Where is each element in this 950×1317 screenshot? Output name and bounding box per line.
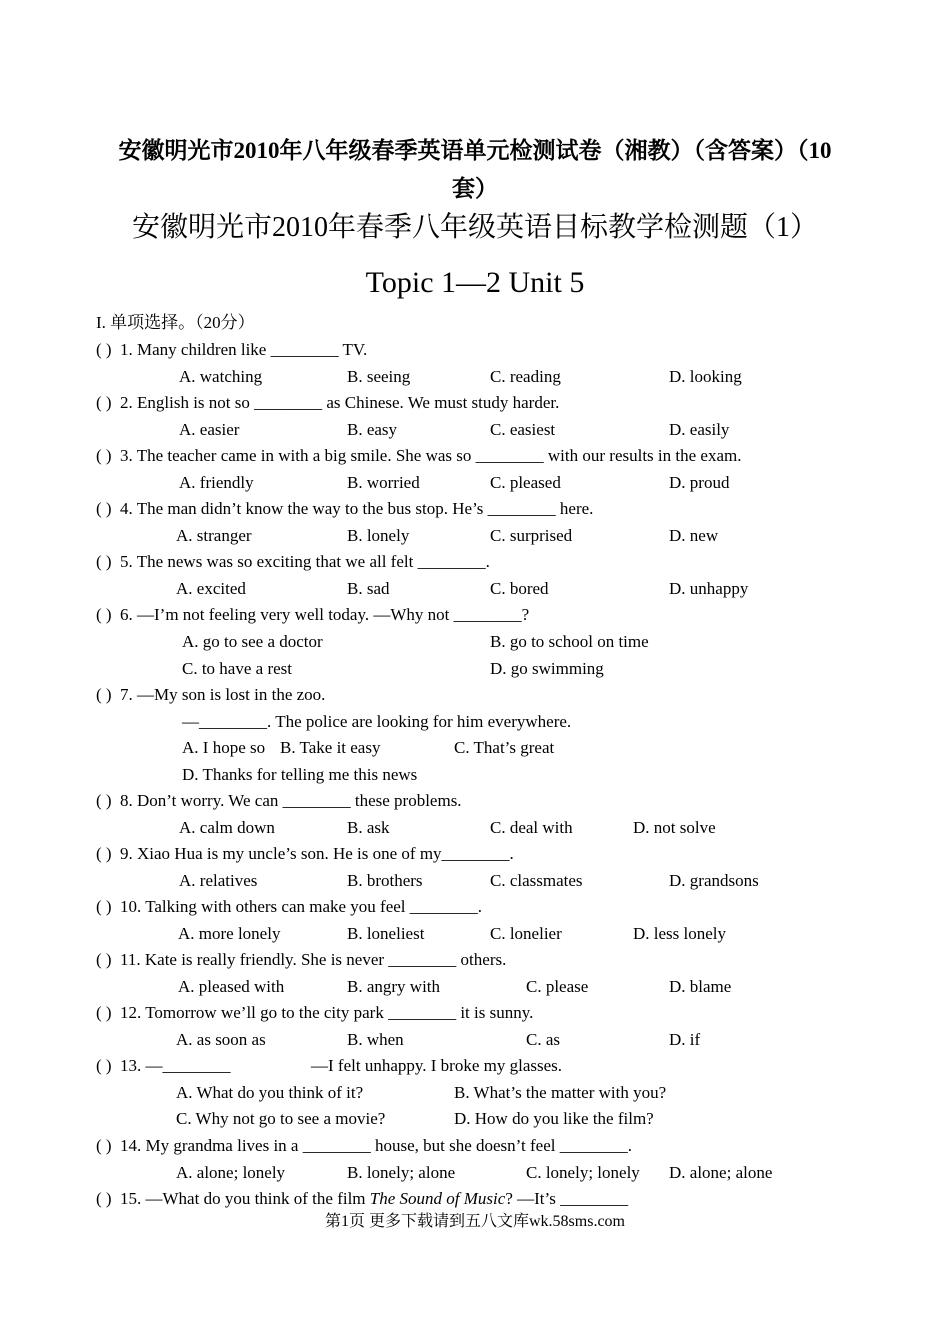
option-b: B. ask <box>347 818 390 837</box>
question-stem: 7. —My son is lost in the zoo. <box>120 685 326 704</box>
option-d: D. if <box>669 1030 701 1049</box>
question-stem: 8. Don’t worry. We can ________ these problems. <box>120 791 462 810</box>
answer-paren: ( ) <box>96 393 112 412</box>
option-a: A. more lonely <box>178 924 281 943</box>
question-stem: 14. My grandma lives in a ________ house, but she doesn’t feel ________. <box>120 1136 632 1155</box>
option-a: A. easier <box>179 420 240 439</box>
question-stem-reply: —I felt unhappy. I broke my glasses. <box>311 1056 563 1075</box>
option-a: A. go to see a doctor <box>182 632 323 651</box>
page-footer: 第1页 更多下载请到五八文库wk.58sms.com <box>324 1213 625 1230</box>
option-b: B. Take it easy <box>280 738 381 757</box>
title-line-2: 套） <box>452 176 498 201</box>
option-a: A. pleased with <box>178 977 285 996</box>
question-stem: 10. Talking with others can make you feel ________. <box>120 897 483 916</box>
option-c: C. please <box>526 977 589 996</box>
option-b: B. lonely <box>347 526 410 545</box>
option-c: C. lonelier <box>490 924 562 943</box>
option-c: C. bored <box>490 579 549 598</box>
option-d: D. blame <box>669 977 732 996</box>
option-b: B. worried <box>347 473 420 492</box>
question-stem: 2. English is not so ________ as Chinese. We must study harder. <box>120 393 560 412</box>
question-stem: 4. The man didn’t know the way to the bus stop. He’s ________ here. <box>120 499 594 518</box>
option-b: B. brothers <box>347 871 423 890</box>
answer-paren: ( ) <box>96 552 112 571</box>
option-d: D. not solve <box>633 818 716 837</box>
option-a: A. What do you think of it? <box>176 1083 364 1102</box>
option-a: A. stranger <box>176 526 252 545</box>
option-b: B. angry with <box>347 977 441 996</box>
answer-paren: ( ) <box>96 1056 112 1075</box>
answer-paren: ( ) <box>96 340 112 359</box>
option-b: B. What’s the matter with you? <box>454 1083 667 1102</box>
topic-heading: Topic 1—2 Unit 5 <box>365 266 585 299</box>
document-title <box>92 132 858 208</box>
section-heading: I. 单项选择。（20分） <box>96 313 255 332</box>
title-line-1: 安徽明光市2010年八年级春季英语单元检测试卷（湘教）（含答案）（10 <box>118 138 832 163</box>
option-c: C. Why not go to see a movie? <box>176 1109 386 1128</box>
answer-paren: ( ) <box>96 1003 112 1022</box>
question-stem: 12. Tomorrow we’ll go to the city park ________ it is sunny. <box>120 1003 534 1022</box>
option-b: B. when <box>347 1030 404 1049</box>
option-a: A. as soon as <box>176 1030 266 1049</box>
answer-paren: ( ) <box>96 1136 112 1155</box>
option-d: D. alone; alone <box>669 1163 773 1182</box>
option-b: B. loneliest <box>347 924 425 943</box>
option-d: D. How do you like the film? <box>454 1109 654 1128</box>
question-stem: 11. Kate is really friendly. She is never ________ others. <box>120 950 507 969</box>
option-a: A. excited <box>176 579 246 598</box>
option-c: C. That’s great <box>454 738 555 757</box>
answer-paren: ( ) <box>96 605 112 624</box>
option-b: B. go to school on time <box>490 632 649 651</box>
question-stem: 5. The news was so exciting that we all felt ________. <box>120 552 490 571</box>
option-b: B. lonely; alone <box>347 1163 456 1182</box>
question-stem-part-2: ? —It’s ________ <box>505 1189 629 1208</box>
option-a: A. I hope so <box>182 738 266 757</box>
question-stem: 1. Many children like ________ TV. <box>120 340 368 359</box>
option-c: C. classmates <box>490 871 583 890</box>
answer-paren: ( ) <box>96 499 112 518</box>
question-stem-part-1: 15. —What do you think of the film <box>120 1189 370 1208</box>
option-c: C. as <box>526 1030 560 1049</box>
option-b: B. seeing <box>347 367 411 386</box>
reply-text: —________. The police are looking for him everywhere. <box>182 712 572 731</box>
question-stem: 6. —I’m not feeling very well today. —Why not ________? <box>120 605 530 624</box>
option-c: C. surprised <box>490 526 573 545</box>
option-c: C. pleased <box>490 473 561 492</box>
option-c: C. reading <box>490 367 561 386</box>
option-a: A. alone; lonely <box>176 1163 286 1182</box>
film-title: The Sound of Music <box>369 1189 506 1208</box>
option-c: C. to have a rest <box>182 659 292 678</box>
option-b: B. sad <box>347 579 390 598</box>
option-d: D. less lonely <box>633 924 727 943</box>
option-d: D. unhappy <box>669 579 749 598</box>
option-c: C. lonely; lonely <box>526 1163 640 1182</box>
option-c: C. easiest <box>490 420 556 439</box>
question-stem: 13. —________ <box>120 1056 231 1075</box>
question-stem: 9. Xiao Hua is my uncle’s son. He is one of my________. <box>120 844 514 863</box>
option-a: A. friendly <box>179 473 254 492</box>
option-b: B. easy <box>347 420 398 439</box>
option-d: D. new <box>669 526 719 545</box>
option-d: D. Thanks for telling me this news <box>182 765 418 784</box>
answer-paren: ( ) <box>96 685 112 704</box>
option-c: C. deal with <box>490 818 573 837</box>
answer-paren: ( ) <box>96 950 112 969</box>
option-d: D. grandsons <box>669 871 759 890</box>
option-a: A. calm down <box>179 818 275 837</box>
option-a: A. relatives <box>179 871 258 890</box>
answer-paren: ( ) <box>96 844 112 863</box>
answer-paren: ( ) <box>96 446 112 465</box>
answer-paren: ( ) <box>96 791 112 810</box>
answer-paren: ( ) <box>96 897 112 916</box>
question-stem: 3. The teacher came in with a big smile. She was so ________ with our results in the exam. <box>120 446 742 465</box>
exam-subtitle: 安徽明光市2010年春季八年级英语目标教学检测题（1） <box>131 212 818 243</box>
option-d: D. easily <box>669 420 730 439</box>
option-a: A. watching <box>179 367 263 386</box>
answer-paren: ( ) <box>96 1189 112 1208</box>
option-d: D. go swimming <box>490 659 604 678</box>
option-d: D. proud <box>669 473 730 492</box>
option-d: D. looking <box>669 367 742 386</box>
